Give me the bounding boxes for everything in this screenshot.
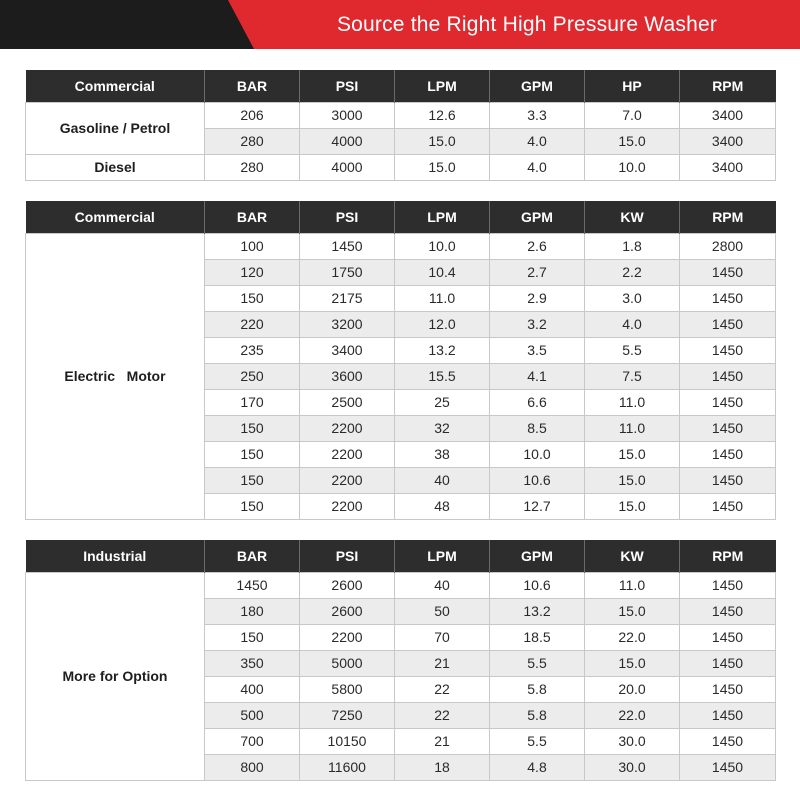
table-cell: 40 <box>395 572 490 598</box>
table-cell: 22 <box>395 702 490 728</box>
table-cell: 120 <box>205 259 300 285</box>
table-cell: 100 <box>205 233 300 259</box>
table-cell: 1750 <box>300 259 395 285</box>
table-cell: 250 <box>205 363 300 389</box>
column-header: RPM <box>680 540 776 572</box>
table-header-row <box>26 540 776 572</box>
table-cell: 12.6 <box>395 102 490 128</box>
table-cell: 21 <box>395 728 490 754</box>
table-cell: 5000 <box>300 650 395 676</box>
table-cell: 15.0 <box>585 650 680 676</box>
table-cell: 3.2 <box>490 311 585 337</box>
column-header: Commercial <box>26 201 205 233</box>
table-cell: 1450 <box>680 441 776 467</box>
table-cell: 2200 <box>300 624 395 650</box>
table-cell: 2200 <box>300 493 395 519</box>
table-cell: 1450 <box>680 415 776 441</box>
column-header: PSI <box>300 201 395 233</box>
table-cell: 150 <box>205 415 300 441</box>
gasoline-diesel-spec-table <box>25 70 776 181</box>
table-cell: 38 <box>395 441 490 467</box>
table-cell: 280 <box>205 128 300 154</box>
table-cell: 3.3 <box>490 102 585 128</box>
table-cell: 15.0 <box>395 128 490 154</box>
column-header: KW <box>585 201 680 233</box>
column-header: BAR <box>205 540 300 572</box>
column-header: KW <box>585 540 680 572</box>
table-cell: 500 <box>205 702 300 728</box>
table-cell: 21 <box>395 650 490 676</box>
table-cell: 7.5 <box>585 363 680 389</box>
table-row <box>26 572 776 598</box>
table-cell: 4.0 <box>490 128 585 154</box>
table-cell: 7250 <box>300 702 395 728</box>
table-cell: 10.6 <box>490 467 585 493</box>
table-cell: 11.0 <box>585 572 680 598</box>
column-header: LPM <box>395 540 490 572</box>
table-cell: 4.0 <box>585 311 680 337</box>
table-cell: 15.0 <box>585 128 680 154</box>
table-cell: 2200 <box>300 415 395 441</box>
table-cell: 150 <box>205 493 300 519</box>
table-cell: 4000 <box>300 154 395 180</box>
table-cell: 15.5 <box>395 363 490 389</box>
table-cell: 11.0 <box>585 415 680 441</box>
table-cell: 3400 <box>680 102 776 128</box>
table-cell: 3000 <box>300 102 395 128</box>
table-cell: 5.8 <box>490 702 585 728</box>
table-cell: 4.8 <box>490 754 585 780</box>
column-header: GPM <box>490 70 585 102</box>
table-cell: 20.0 <box>585 676 680 702</box>
table-cell: 2.2 <box>585 259 680 285</box>
table-cell: 13.2 <box>395 337 490 363</box>
table-cell: 2600 <box>300 572 395 598</box>
column-header: GPM <box>490 201 585 233</box>
column-header: BAR <box>205 201 300 233</box>
table-cell: 1450 <box>680 259 776 285</box>
table-cell: 1450 <box>680 728 776 754</box>
table-cell: 3200 <box>300 311 395 337</box>
table-cell: 2200 <box>300 441 395 467</box>
table-cell: 11.0 <box>585 389 680 415</box>
table-cell: 800 <box>205 754 300 780</box>
table-cell: 40 <box>395 467 490 493</box>
table-cell: 206 <box>205 102 300 128</box>
category-label: Gasoline / Petrol <box>26 102 205 154</box>
table-cell: 18.5 <box>490 624 585 650</box>
column-header: PSI <box>300 540 395 572</box>
table-cell: 12.0 <box>395 311 490 337</box>
table-row <box>26 102 776 128</box>
table-cell: 5.5 <box>490 650 585 676</box>
table-cell: 2200 <box>300 467 395 493</box>
table-cell: 50 <box>395 598 490 624</box>
table-cell: 48 <box>395 493 490 519</box>
table-cell: 22 <box>395 676 490 702</box>
table-cell: 4000 <box>300 128 395 154</box>
table-cell: 6.6 <box>490 389 585 415</box>
table-header-row <box>26 201 776 233</box>
column-header: HP <box>585 70 680 102</box>
electric-motor-spec-table <box>25 201 776 520</box>
table-cell: 11.0 <box>395 285 490 311</box>
table-cell: 2175 <box>300 285 395 311</box>
column-header: Industrial <box>26 540 205 572</box>
header-banner <box>0 0 800 49</box>
table-cell: 10150 <box>300 728 395 754</box>
table-cell: 3400 <box>300 337 395 363</box>
table-cell: 2.6 <box>490 233 585 259</box>
column-header: BAR <box>205 70 300 102</box>
table-cell: 11600 <box>300 754 395 780</box>
table-cell: 30.0 <box>585 728 680 754</box>
table-cell: 10.6 <box>490 572 585 598</box>
table-cell: 3400 <box>680 128 776 154</box>
table-header-row <box>26 70 776 102</box>
table-cell: 400 <box>205 676 300 702</box>
table-cell: 180 <box>205 598 300 624</box>
table-row <box>26 154 776 180</box>
table-cell: 2800 <box>680 233 776 259</box>
industrial-spec-table <box>25 540 776 781</box>
table-cell: 3.5 <box>490 337 585 363</box>
column-header: LPM <box>395 201 490 233</box>
table-cell: 1450 <box>680 311 776 337</box>
table-cell: 1450 <box>680 337 776 363</box>
table-cell: 1450 <box>680 572 776 598</box>
table-cell: 2.7 <box>490 259 585 285</box>
table-cell: 10.4 <box>395 259 490 285</box>
table-cell: 22.0 <box>585 702 680 728</box>
category-label: Electric Motor <box>26 233 205 519</box>
table-cell: 280 <box>205 154 300 180</box>
table-cell: 4.0 <box>490 154 585 180</box>
table-cell: 700 <box>205 728 300 754</box>
table-cell: 15.0 <box>585 598 680 624</box>
category-label: Diesel <box>26 154 205 180</box>
table-cell: 7.0 <box>585 102 680 128</box>
table-cell: 15.0 <box>395 154 490 180</box>
table-cell: 15.0 <box>585 493 680 519</box>
table-cell: 15.0 <box>585 441 680 467</box>
table-cell: 12.7 <box>490 493 585 519</box>
category-label: More for Option <box>26 572 205 780</box>
table-cell: 1450 <box>680 467 776 493</box>
column-header: LPM <box>395 70 490 102</box>
banner-title: Source the Right High Pressure Washer <box>336 13 718 36</box>
table-cell: 5.8 <box>490 676 585 702</box>
column-header: Commercial <box>26 70 205 102</box>
table-cell: 70 <box>395 624 490 650</box>
table-cell: 5800 <box>300 676 395 702</box>
table-cell: 5.5 <box>585 337 680 363</box>
table-cell: 10.0 <box>395 233 490 259</box>
table-cell: 15.0 <box>585 467 680 493</box>
column-header: RPM <box>680 70 776 102</box>
table-cell: 1450 <box>680 676 776 702</box>
table-cell: 220 <box>205 311 300 337</box>
table-cell: 30.0 <box>585 754 680 780</box>
column-header: RPM <box>680 201 776 233</box>
table-cell: 150 <box>205 467 300 493</box>
column-header: GPM <box>490 540 585 572</box>
table-cell: 150 <box>205 441 300 467</box>
table-cell: 1450 <box>680 650 776 676</box>
table-cell: 13.2 <box>490 598 585 624</box>
table-cell: 1450 <box>680 754 776 780</box>
table-cell: 150 <box>205 285 300 311</box>
table-cell: 1450 <box>680 598 776 624</box>
table-cell: 2600 <box>300 598 395 624</box>
table-cell: 18 <box>395 754 490 780</box>
table-cell: 10.0 <box>585 154 680 180</box>
table-cell: 1.8 <box>585 233 680 259</box>
table-cell: 10.0 <box>490 441 585 467</box>
table-cell: 1450 <box>680 702 776 728</box>
table-cell: 3.0 <box>585 285 680 311</box>
table-row <box>26 233 776 259</box>
table-cell: 3400 <box>680 154 776 180</box>
table-cell: 1450 <box>205 572 300 598</box>
table-cell: 1450 <box>680 389 776 415</box>
table-cell: 1450 <box>680 363 776 389</box>
table-cell: 32 <box>395 415 490 441</box>
table-cell: 5.5 <box>490 728 585 754</box>
table-cell: 1450 <box>680 285 776 311</box>
table-cell: 2.9 <box>490 285 585 311</box>
table-cell: 170 <box>205 389 300 415</box>
table-cell: 350 <box>205 650 300 676</box>
table-cell: 1450 <box>680 624 776 650</box>
table-cell: 22.0 <box>585 624 680 650</box>
table-cell: 25 <box>395 389 490 415</box>
table-cell: 8.5 <box>490 415 585 441</box>
table-cell: 2500 <box>300 389 395 415</box>
table-cell: 4.1 <box>490 363 585 389</box>
table-cell: 1450 <box>680 493 776 519</box>
table-cell: 235 <box>205 337 300 363</box>
table-cell: 1450 <box>300 233 395 259</box>
column-header: PSI <box>300 70 395 102</box>
table-cell: 150 <box>205 624 300 650</box>
table-cell: 3600 <box>300 363 395 389</box>
